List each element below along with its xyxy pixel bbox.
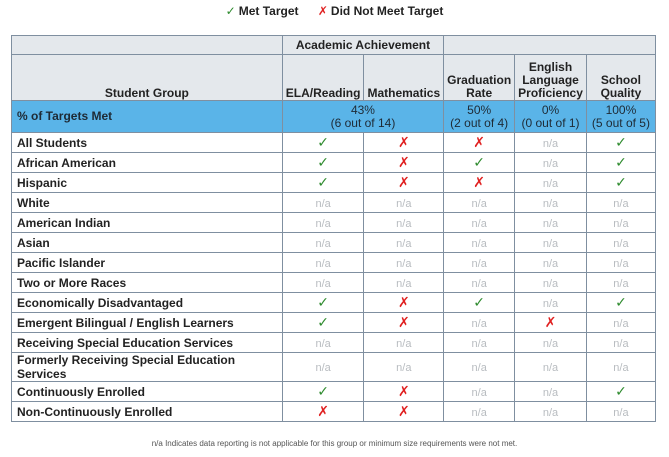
status-cell — [364, 253, 444, 273]
na-text: n/a — [396, 362, 412, 374]
na-text: n/a — [315, 237, 331, 250]
na-text: n/a — [471, 277, 487, 290]
na-text: n/a — [613, 406, 629, 419]
check-icon: ✓ — [317, 294, 329, 310]
cross-icon: ✗ — [473, 174, 486, 190]
na-text: n/a — [613, 337, 629, 350]
status-cell — [586, 273, 655, 293]
cross-icon: ✗ — [397, 314, 410, 330]
status-cell — [282, 353, 364, 382]
status-cell — [364, 333, 444, 353]
graduation-header — [444, 55, 515, 101]
na-text: n/a — [315, 277, 331, 290]
school-quality-header-line2: Quality — [600, 86, 642, 100]
status-cell — [364, 273, 444, 293]
na-text: n/a — [542, 337, 559, 350]
status-cell — [586, 153, 655, 173]
elp-header-line2: Language — [522, 73, 579, 87]
school-quality-targets-met — [586, 101, 655, 133]
check-icon: ✓ — [225, 4, 236, 18]
status-cell — [515, 402, 587, 422]
na-text: n/a — [471, 406, 487, 419]
header-blank — [12, 36, 283, 55]
status-cell — [586, 353, 655, 382]
status-cell — [586, 173, 655, 193]
status-cell — [515, 253, 587, 273]
status-cell — [586, 382, 655, 402]
cross-icon: ✗ — [397, 294, 410, 310]
na-text: n/a — [396, 217, 412, 230]
student-group-label: Pacific Islander — [12, 253, 283, 273]
academic-detail: (6 out of 14) — [330, 115, 396, 130]
cross-icon: ✗ — [397, 403, 410, 419]
status-cell — [282, 273, 364, 293]
elp-header-line3: Proficiency — [518, 86, 583, 100]
status-cell — [515, 293, 587, 313]
na-text: n/a — [542, 157, 559, 170]
na-text: n/a — [542, 217, 559, 230]
status-cell — [282, 293, 364, 313]
cross-icon: ✗ — [397, 174, 410, 190]
check-icon: ✓ — [473, 154, 486, 170]
status-cell — [364, 353, 444, 382]
status-cell — [282, 133, 364, 153]
student-group-label: Economically Disadvantaged — [12, 293, 283, 313]
legend-met-label: Met Target — [238, 4, 299, 18]
graduation-detail: (2 out of 4) — [450, 115, 509, 130]
na-text: n/a — [542, 362, 559, 374]
status-cell — [364, 382, 444, 402]
status-cell — [444, 233, 515, 253]
graduation-header-line2: Rate — [466, 86, 493, 100]
table-row — [12, 293, 656, 313]
na-text: n/a — [396, 257, 412, 270]
status-cell — [586, 313, 655, 333]
status-cell — [282, 333, 364, 353]
status-cell — [515, 193, 587, 213]
student-group-label: African American — [12, 153, 283, 173]
student-group-label: American Indian — [12, 213, 283, 233]
check-icon: ✓ — [615, 383, 627, 399]
na-text: n/a — [613, 277, 629, 290]
status-cell — [444, 193, 515, 213]
na-text: n/a — [613, 237, 629, 250]
status-cell — [444, 213, 515, 233]
status-cell — [515, 313, 587, 333]
check-icon: ✓ — [317, 154, 329, 170]
status-cell — [515, 153, 587, 173]
status-cell — [586, 133, 655, 153]
ela-header: ELA/Reading — [282, 55, 364, 101]
status-cell — [444, 293, 515, 313]
elp-header — [515, 55, 587, 101]
graduation-targets-met — [444, 101, 515, 133]
status-cell — [515, 382, 587, 402]
status-cell — [515, 273, 587, 293]
status-cell — [444, 253, 515, 273]
na-text: n/a — [471, 257, 487, 270]
student-group-header: Student Group — [12, 55, 283, 101]
cross-icon: ✗ — [397, 134, 410, 150]
na-text: n/a — [471, 386, 487, 399]
status-cell — [444, 313, 515, 333]
status-cell — [444, 402, 515, 422]
student-group-label: Non-Continuously Enrolled — [12, 402, 283, 422]
status-cell — [586, 193, 655, 213]
status-cell — [364, 313, 444, 333]
na-text: n/a — [542, 177, 559, 190]
status-cell — [364, 233, 444, 253]
status-cell — [364, 133, 444, 153]
check-icon: ✓ — [473, 294, 486, 310]
status-cell — [282, 402, 364, 422]
table-row — [12, 333, 656, 353]
na-text: n/a — [613, 257, 629, 270]
school-quality-pct: 100% — [605, 102, 637, 117]
status-cell — [444, 173, 515, 193]
student-group-label: Hispanic — [12, 173, 283, 193]
na-text: n/a — [471, 197, 487, 210]
check-icon: ✓ — [615, 154, 627, 170]
student-group-label: Continuously Enrolled — [12, 382, 283, 402]
cross-icon: ✗ — [397, 154, 410, 170]
status-cell — [586, 333, 655, 353]
elp-detail: (0 out of 1) — [521, 115, 580, 130]
na-text: n/a — [396, 337, 412, 350]
status-cell — [444, 333, 515, 353]
status-cell — [282, 173, 364, 193]
na-text: n/a — [542, 277, 559, 290]
table-row — [12, 193, 656, 213]
status-cell — [282, 193, 364, 213]
na-text: n/a — [396, 197, 412, 210]
header-blank-right — [444, 36, 656, 55]
status-cell — [282, 213, 364, 233]
na-text: n/a — [542, 257, 559, 270]
table-row — [12, 402, 656, 422]
table-row — [12, 313, 656, 333]
school-quality-header — [586, 55, 655, 101]
na-text: n/a — [471, 337, 487, 350]
elp-pct: 0% — [541, 102, 560, 117]
na-text: n/a — [471, 317, 487, 330]
na-text: n/a — [396, 237, 412, 250]
header-row-main — [12, 55, 656, 101]
status-cell — [515, 213, 587, 233]
status-cell — [444, 353, 515, 382]
cross-icon: ✗ — [317, 4, 328, 18]
status-cell — [282, 313, 364, 333]
elp-targets-met — [515, 101, 587, 133]
targets-met-row — [12, 101, 656, 133]
footnote: n/a Indicates data reporting is not applicable for this group or minimum size requirements were not met. — [151, 439, 518, 448]
table-row — [12, 353, 656, 382]
status-cell — [586, 253, 655, 273]
cross-icon: ✗ — [473, 134, 486, 150]
na-text: n/a — [613, 362, 629, 374]
na-text: n/a — [315, 257, 331, 270]
targets-table — [11, 35, 656, 422]
na-text: n/a — [315, 197, 331, 210]
status-cell — [515, 353, 587, 382]
school-quality-header-line1: School — [600, 73, 641, 87]
status-cell — [586, 233, 655, 253]
status-cell — [282, 253, 364, 273]
na-text: n/a — [315, 337, 331, 350]
status-cell — [444, 153, 515, 173]
academic-pct: 43% — [350, 102, 375, 117]
student-group-label: Receiving Special Education Services — [12, 333, 283, 353]
status-cell — [364, 402, 444, 422]
graduation-pct: 50% — [467, 102, 492, 117]
academic-targets-met — [282, 101, 443, 133]
status-cell — [444, 273, 515, 293]
na-text: n/a — [542, 386, 559, 399]
table-row — [12, 153, 656, 173]
check-icon: ✓ — [615, 134, 627, 150]
header-row-top — [12, 36, 656, 55]
status-cell — [364, 193, 444, 213]
student-group-label: Emergent Bilingual / English Learners — [12, 313, 283, 333]
cross-icon: ✗ — [317, 403, 329, 419]
check-icon: ✓ — [615, 174, 627, 190]
na-text: n/a — [613, 197, 629, 210]
status-cell — [364, 173, 444, 193]
na-text: n/a — [315, 362, 331, 374]
na-text: n/a — [613, 317, 629, 330]
na-text: n/a — [542, 197, 559, 210]
legend — [0, 4, 669, 18]
status-cell — [444, 382, 515, 402]
na-text: n/a — [471, 362, 487, 374]
na-text: n/a — [613, 217, 629, 230]
na-text: n/a — [315, 217, 331, 230]
elp-header-line1: English — [528, 60, 573, 74]
student-group-label: Two or More Races — [12, 273, 283, 293]
table-row — [12, 273, 656, 293]
math-header: Mathematics — [364, 55, 444, 101]
cross-icon: ✗ — [544, 314, 557, 330]
status-cell — [282, 153, 364, 173]
cross-icon: ✗ — [397, 383, 410, 399]
check-icon: ✓ — [317, 383, 329, 399]
table-row — [12, 133, 656, 153]
status-cell — [515, 233, 587, 253]
status-cell — [586, 293, 655, 313]
status-cell — [515, 173, 587, 193]
na-text: n/a — [542, 406, 559, 419]
graduation-header-line1: Graduation — [447, 73, 512, 87]
check-icon: ✓ — [317, 174, 329, 190]
legend-not-met-label: Did Not Meet Target — [330, 4, 444, 18]
table-row — [12, 253, 656, 273]
student-group-label: Formerly Receiving Special Education Services — [12, 353, 283, 382]
status-cell — [364, 153, 444, 173]
legend-met — [226, 4, 299, 18]
targets-met-label: % of Targets Met — [12, 101, 283, 133]
check-icon: ✓ — [317, 134, 329, 150]
check-icon: ✓ — [317, 314, 329, 330]
na-text: n/a — [542, 237, 559, 250]
table-row — [12, 382, 656, 402]
status-cell — [586, 213, 655, 233]
table-row — [12, 213, 656, 233]
legend-not-met — [318, 4, 444, 18]
na-text: n/a — [542, 297, 559, 310]
na-text: n/a — [542, 137, 559, 150]
check-icon: ✓ — [615, 294, 627, 310]
status-cell — [282, 382, 364, 402]
na-text: n/a — [471, 237, 487, 250]
na-text: n/a — [396, 277, 412, 290]
school-quality-detail: (5 out of 5) — [591, 115, 650, 130]
na-text: n/a — [471, 217, 487, 230]
status-cell — [444, 133, 515, 153]
status-cell — [364, 213, 444, 233]
student-group-label: White — [12, 193, 283, 213]
student-group-label: Asian — [12, 233, 283, 253]
table-row — [12, 173, 656, 193]
table-row — [12, 233, 656, 253]
status-cell — [515, 333, 587, 353]
status-cell — [364, 293, 444, 313]
academic-achievement-header: Academic Achievement — [282, 36, 443, 55]
student-group-label: All Students — [12, 133, 283, 153]
status-cell — [282, 233, 364, 253]
status-cell — [515, 133, 587, 153]
status-cell — [586, 402, 655, 422]
